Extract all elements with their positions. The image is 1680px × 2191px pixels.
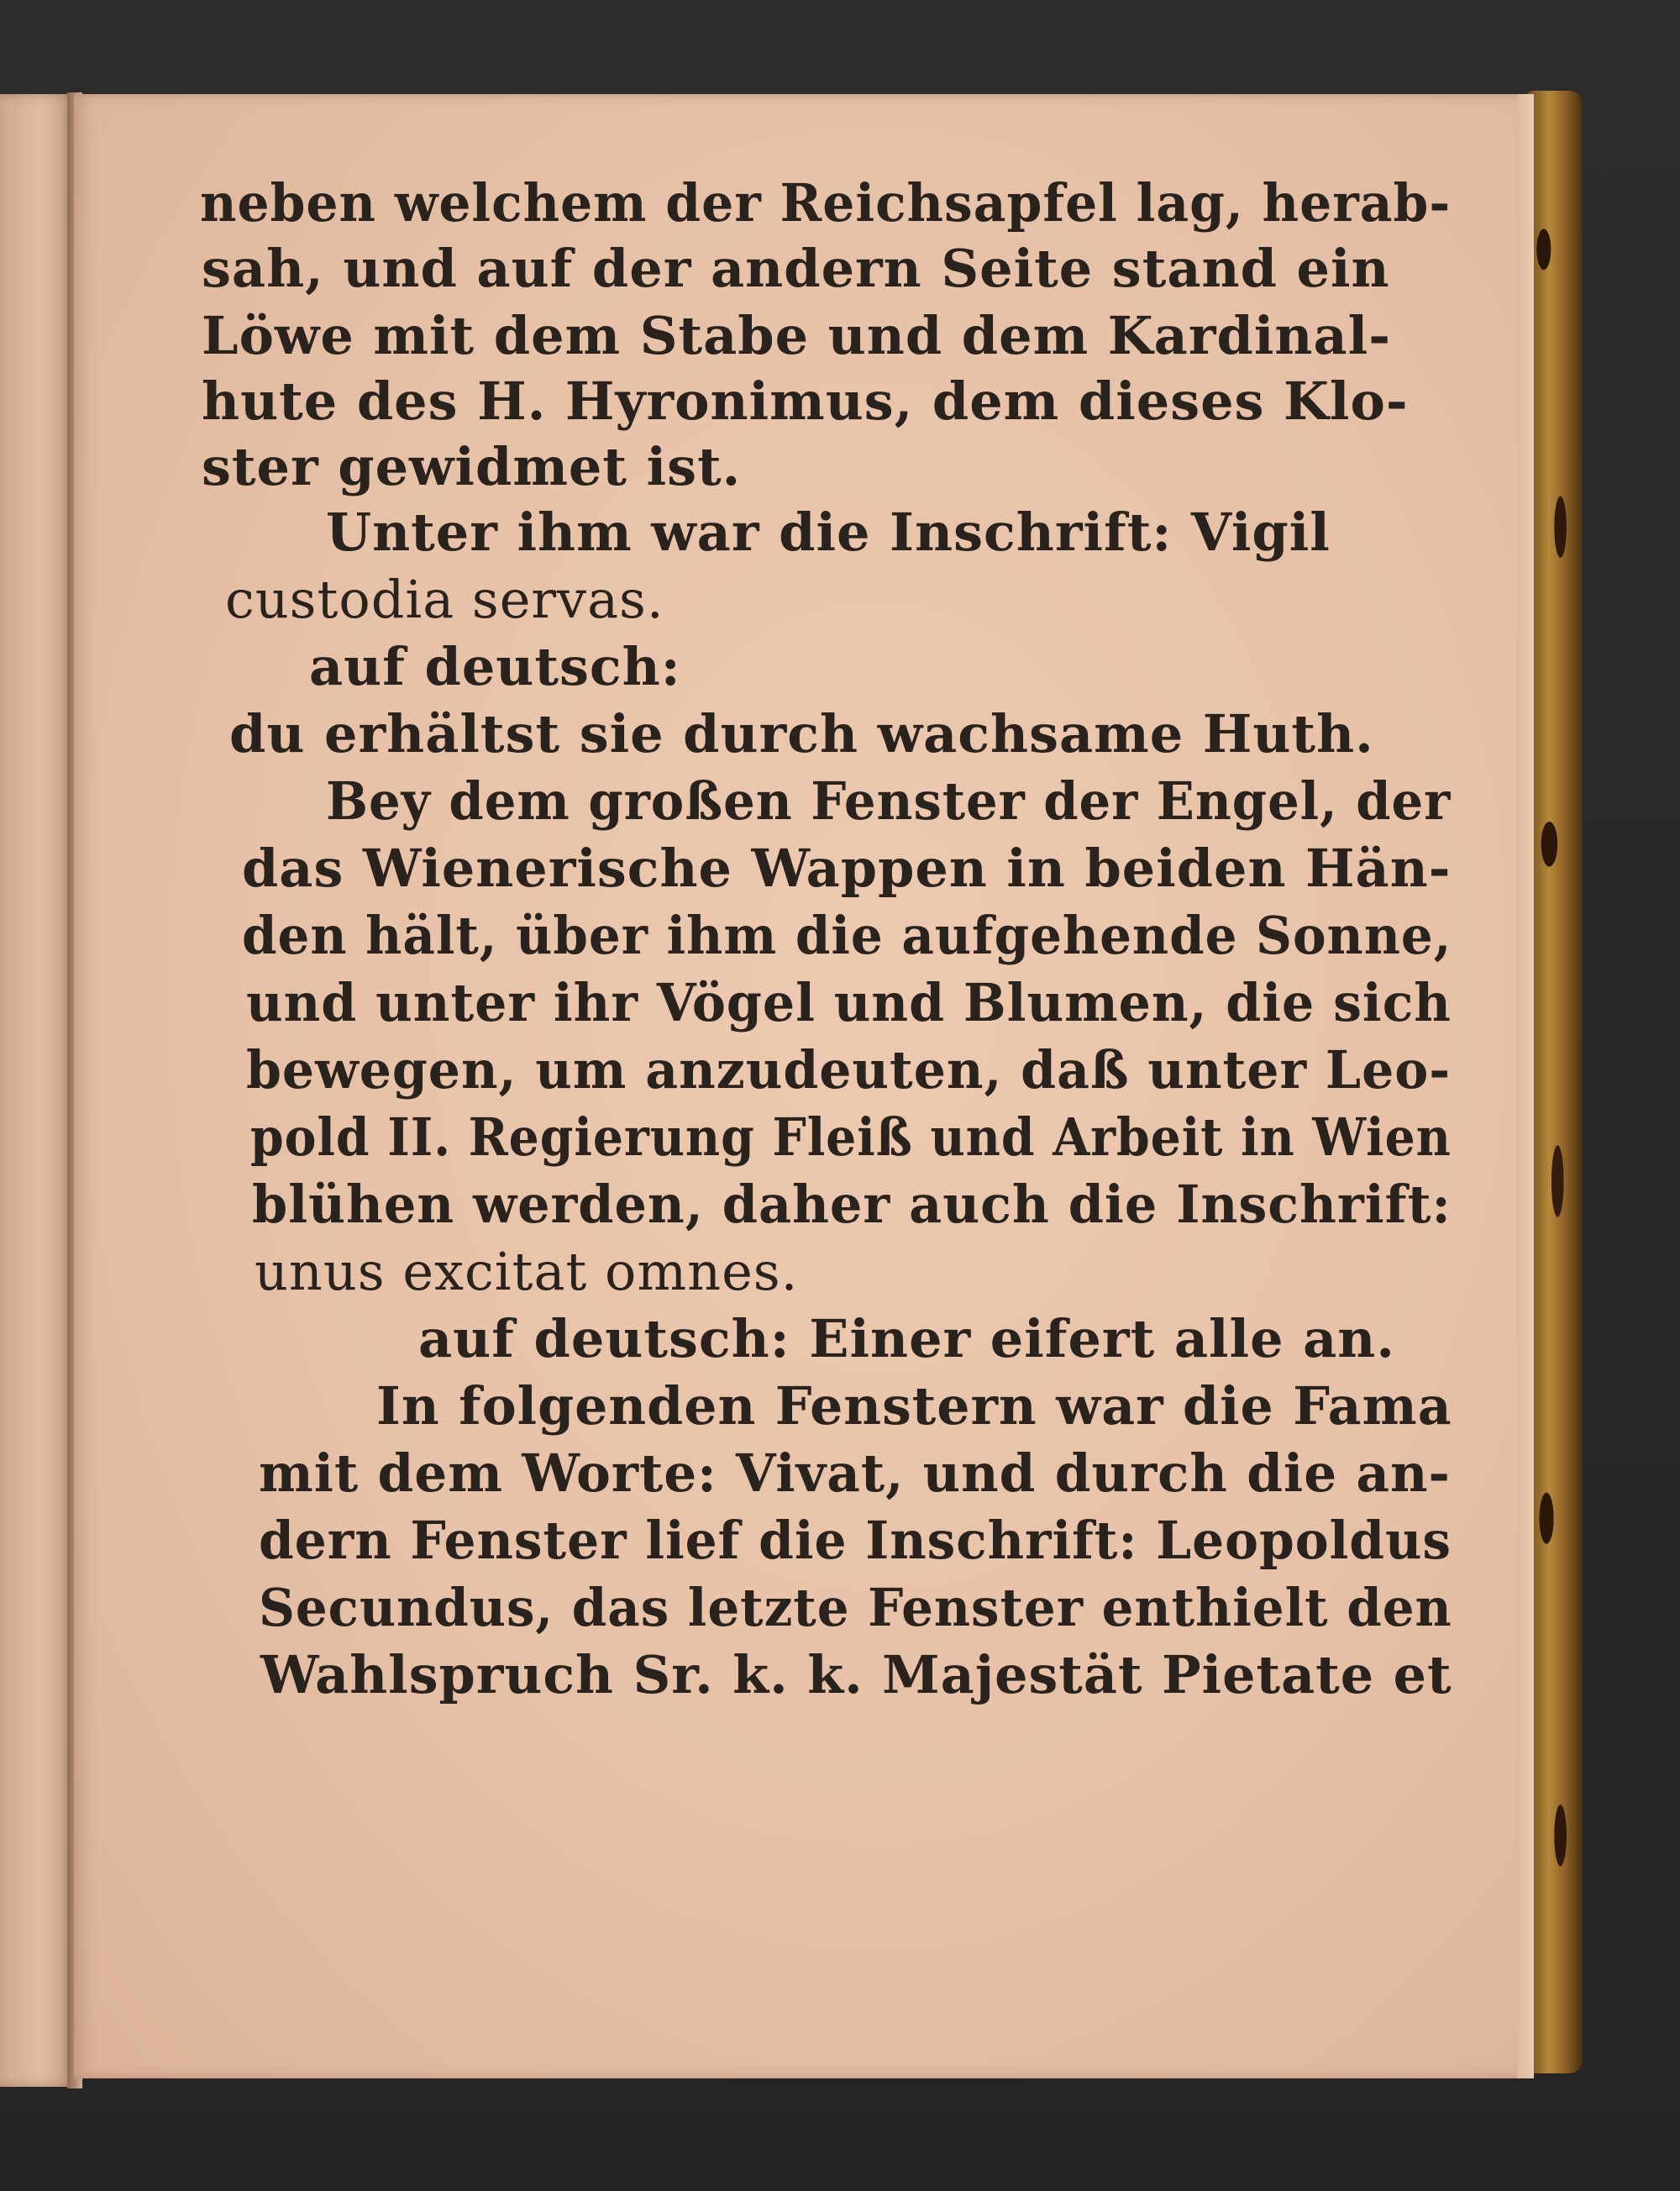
facing-page-edge [0, 94, 74, 2087]
text-line: unus excitat omnes. [255, 1241, 799, 1302]
text-line: Löwe mit dem Stabe und dem Kardinal- [202, 305, 1391, 366]
text-line: mit dem Worte: Vivat, und durch die an- [259, 1442, 1451, 1504]
text-line: sah, und auf der andern Seite stand ein [202, 238, 1390, 299]
text-line: und unter ihr Vögel und Blumen, die sich [246, 972, 1452, 1033]
text-line: das Wienerische Wappen in beiden Hän- [242, 838, 1452, 899]
text-line: den hält, über ihm die aufgehende Sonne, [242, 905, 1452, 966]
page-fore-edge [1517, 94, 1534, 2078]
text-line: du erhältst sie durch wachsame Huth. [229, 703, 1374, 764]
text-line: Bey dem großen Fenster der Engel, der [326, 770, 1452, 832]
text-line: In folgenden Fenstern war die Fama [376, 1375, 1452, 1437]
text-line: custodia servas. [225, 569, 664, 630]
text-line: ster gewidmet ist. [202, 436, 742, 497]
text-line: pold II. Regierung Fleiß und Arbeit in Wien [250, 1106, 1452, 1168]
text-line: Unter ihm war die Inschrift: Vigil [326, 502, 1331, 563]
text-line: hute des H. Hyronimus, dem dieses Klo- [202, 370, 1409, 432]
marbled-cover-edge [1527, 91, 1583, 2073]
text-line: auf deutsch: Einer eifert alle an. [418, 1308, 1395, 1369]
book-page [74, 94, 1534, 2078]
text-line: Wahlspruch Sr. k. k. Majestät Pietate et [260, 1644, 1452, 1705]
text-line: bewegen, um anzudeuten, daß unter Leo- [246, 1039, 1452, 1101]
text-line: neben welchem der Reichsapfel lag, herab- [200, 172, 1452, 234]
text-line: dern Fenster lief die Inschrift: Leopoldus [259, 1510, 1452, 1571]
text-line: blühen werden, daher auch die Inschrift: [252, 1174, 1452, 1235]
text-line: Secundus, das letzte Fenster enthielt den [259, 1577, 1452, 1638]
text-line: auf deutsch: [309, 636, 681, 697]
page-text [74, 94, 1534, 2078]
